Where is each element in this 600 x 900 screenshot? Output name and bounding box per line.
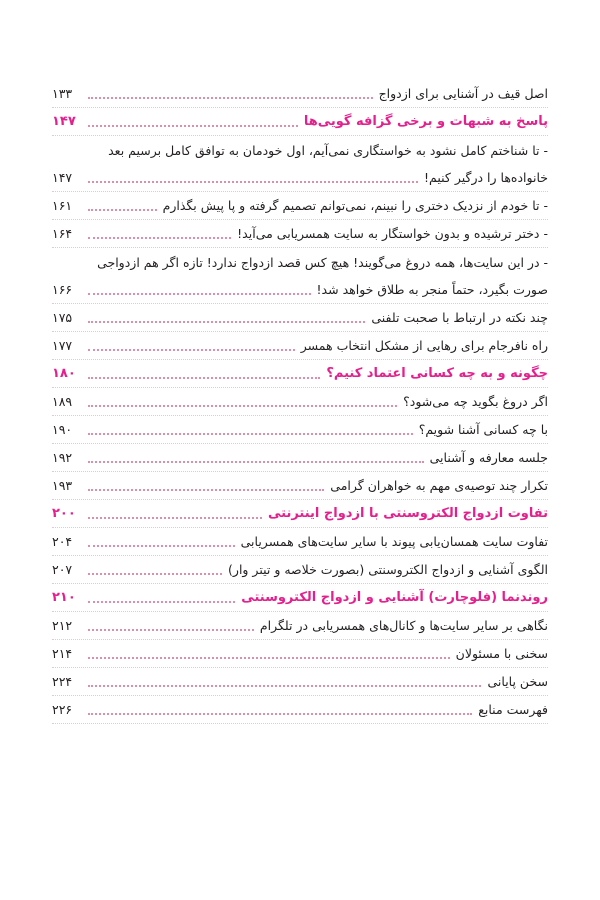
toc-entry-row[interactable] xyxy=(52,276,548,304)
toc-entry-row[interactable] xyxy=(52,668,548,696)
dot-leader xyxy=(88,432,413,435)
toc-entry-row[interactable] xyxy=(52,192,548,220)
toc-entry-title: خانواده‌ها را درگیر کنیم! xyxy=(424,170,548,185)
dot-leader xyxy=(88,376,320,379)
toc-heading-row[interactable] xyxy=(52,500,548,528)
toc-page-number: ۱۹۰ xyxy=(52,422,73,437)
toc-entry-title: صورت بگیرد، حتماً منجر به طلاق خواهد شد! xyxy=(316,282,548,297)
toc-page-number: ۱۶۶ xyxy=(52,282,73,297)
toc-page-number: ۱۷۷ xyxy=(52,338,73,353)
toc-entry-title: - در این سایت‌ها، همه دروغ می‌گویند! هیچ کس قصد ازدواج ندارد! تازه اگر هم ازدواجی xyxy=(97,254,548,270)
dot-leader xyxy=(88,544,235,547)
dot-leader xyxy=(88,516,262,519)
toc-page-number: ۲۱۲ xyxy=(52,618,73,633)
dot-leader xyxy=(88,348,295,351)
toc-entry-title: - تا شناختم کامل نشود به خواستگاری نمی‌آیم، اول خودمان به توافق کامل برسیم بعد xyxy=(108,142,548,158)
toc-entry-title: فهرست منابع xyxy=(478,702,548,717)
toc-entry-title: الگوی آشنایی و ازدواج الکتروسنتی (بصورت خلاصه و تیتر وار) xyxy=(228,562,548,577)
toc-page-number: ۲۲۴ xyxy=(52,674,73,689)
toc-entry-row[interactable] xyxy=(52,472,548,500)
toc-entry-title: روندنما (فلوچارت) آشنایی و ازدواج الکتروسنتی xyxy=(241,590,548,605)
toc-page-number: ۱۹۳ xyxy=(52,478,73,493)
toc-page-number: ۲۱۰ xyxy=(52,590,76,605)
toc-entry-title: با چه کسانی آشنا شویم؟ xyxy=(418,422,548,437)
toc-entry-title: تفاوت سایت همسان‌یابی پیوند با سایر سایت‌های همسریابی xyxy=(240,534,548,549)
dot-leader xyxy=(88,488,324,491)
toc-entry-row[interactable] xyxy=(52,612,548,640)
toc-entry-title: تفاوت ازدواج الکتروسنتی با ازدواج اینترنتی xyxy=(268,506,548,521)
toc-entry-title: چگونه و به چه کسانی اعتماد کنیم؟ xyxy=(326,366,548,381)
toc-entry-row[interactable] xyxy=(52,528,548,556)
toc-entry-row[interactable] xyxy=(52,416,548,444)
toc-page-number: ۲۰۰ xyxy=(52,506,76,521)
dot-leader xyxy=(88,460,424,463)
dot-leader xyxy=(88,208,157,211)
dot-leader xyxy=(88,712,472,715)
toc-entry-title: چند نکته در ارتباط با صحبت تلفنی xyxy=(371,310,548,325)
toc-page-number: ۱۶۱ xyxy=(52,198,73,213)
toc-entry-row[interactable] xyxy=(52,556,548,584)
toc-entry-title: - تا خودم از نزدیک دختری را نبینم، نمی‌توانم تصمیم گرفته و پا پیش بگذارم xyxy=(162,198,548,213)
dot-leader xyxy=(88,628,254,631)
toc-page-number: ۱۸۹ xyxy=(52,394,73,409)
toc-entry-row[interactable] xyxy=(52,332,548,360)
toc-entry-title: نگاهی بر سایر سایت‌ها و کانال‌های همسریابی در تلگرام xyxy=(259,618,548,633)
toc-entry-title: سخنی با مسئولان xyxy=(455,646,548,661)
toc-entry-row[interactable] xyxy=(52,164,548,192)
dot-leader xyxy=(88,684,481,687)
toc-page-number: ۱۳۳ xyxy=(52,86,73,101)
toc-entry-row[interactable] xyxy=(52,248,548,276)
dot-leader xyxy=(88,124,298,127)
toc-entry-title: راه نافرجام برای رهایی از مشکل انتخاب همسر xyxy=(300,338,548,353)
toc-entry-title: جلسه معارفه و آشنایی xyxy=(429,450,548,465)
toc-page-number: ۱۴۷ xyxy=(52,114,76,129)
toc-heading-row[interactable] xyxy=(52,108,548,136)
toc-page-number: ۲۱۴ xyxy=(52,646,73,661)
toc-entry-title: اصل قیف در آشنایی برای ازدواج xyxy=(378,86,548,101)
toc-entry-row[interactable] xyxy=(52,696,548,724)
toc-entry-row[interactable] xyxy=(52,136,548,164)
toc-entry-row[interactable] xyxy=(52,304,548,332)
toc-page-number: ۲۰۷ xyxy=(52,562,73,577)
toc-heading-row[interactable] xyxy=(52,584,548,612)
toc-page-number: ۱۶۴ xyxy=(52,226,73,241)
toc-page-number: ۱۸۰ xyxy=(52,366,76,381)
toc-entry-title: اگر دروغ بگوید چه می‌شود؟ xyxy=(403,394,548,409)
toc-entry-row[interactable] xyxy=(52,220,548,248)
dot-leader xyxy=(88,404,397,407)
dot-leader xyxy=(88,236,231,239)
toc-entry-row[interactable] xyxy=(52,444,548,472)
toc-page-number: ۱۴۷ xyxy=(52,170,73,185)
dot-leader xyxy=(88,180,418,183)
toc-page-number: ۱۷۵ xyxy=(52,310,73,325)
toc-page-number: ۲۲۶ xyxy=(52,702,73,717)
table-of-contents xyxy=(52,80,548,724)
toc-entry-title: پاسخ به شبهات و برخی گزافه گویی‌ها xyxy=(303,114,548,129)
dot-leader xyxy=(88,656,450,659)
dot-leader xyxy=(88,572,222,575)
dot-leader xyxy=(88,292,311,295)
dot-leader xyxy=(88,320,365,323)
dot-leader xyxy=(88,600,235,603)
toc-entry-row[interactable] xyxy=(52,388,548,416)
toc-entry-title: تکرار چند توصیه‌ی مهم به خواهران گرامی xyxy=(330,478,548,493)
toc-entry-title: - دختر ترشیده و بدون خواستگار به سایت همسریابی می‌آید! xyxy=(237,226,548,241)
toc-entry-row[interactable] xyxy=(52,640,548,668)
toc-heading-row[interactable] xyxy=(52,360,548,388)
dot-leader xyxy=(88,96,373,99)
toc-entry-row[interactable] xyxy=(52,80,548,108)
toc-page-number: ۱۹۲ xyxy=(52,450,73,465)
toc-entry-title: سخن پایانی xyxy=(487,674,548,689)
toc-page-number: ۲۰۴ xyxy=(52,534,73,549)
